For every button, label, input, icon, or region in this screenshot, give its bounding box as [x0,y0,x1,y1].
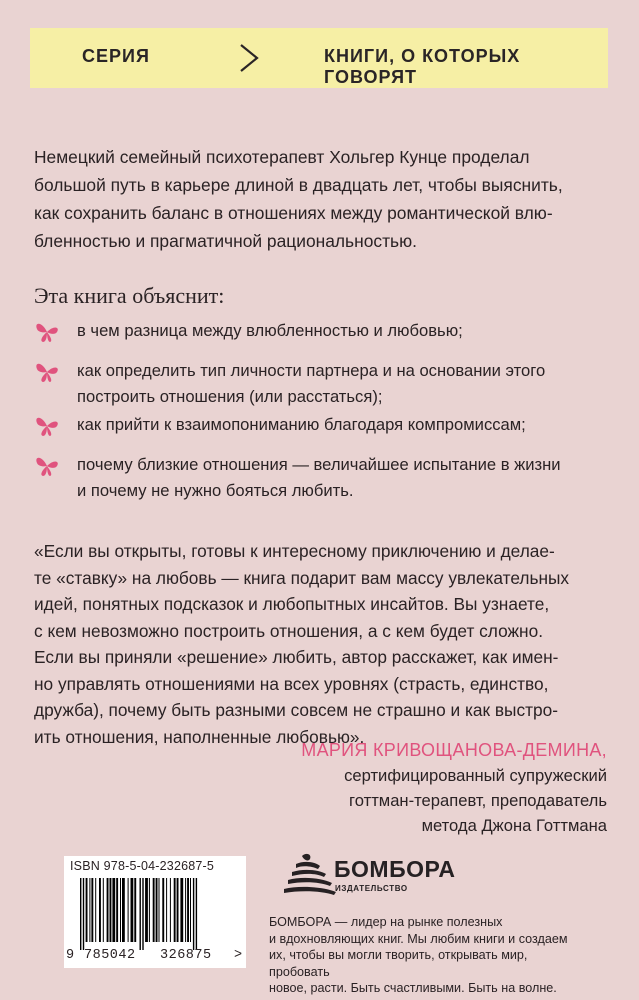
intro-line: большой путь в карьере длиной в двадцать лет, чтобы выяснить, [34,175,563,195]
barcode-digits-right: 326875 [160,948,212,963]
quote-line: идей, понятных подсказок и любопытных инсайтов. Вы узнаете, [34,594,550,614]
list-item-line: в чем разница между влюбленностью и любовью; [77,321,463,340]
quote-line: «Если вы открыты, готовы к интересному приключению и делае- [34,541,555,561]
quote-line: Если вы приняли «решение» любить, автор расскажет, как имен- [34,647,559,667]
list-item-line: и почему не нужно бояться любить. [77,481,354,500]
butterfly-icon [34,453,60,479]
series-label: СЕРИЯ [82,46,150,66]
bombora-logo-icon [282,852,338,896]
barcode-arrow: > [234,948,243,963]
barcode-digit-first: 9 [66,948,75,963]
quote-line: с кем невозможно построить отношения, а с кем будет сложно. [34,620,544,641]
series-title: КНИГИ, О КОТОРЫХ ГОВОРЯТ [324,46,521,87]
publisher-desc-line: БОМБОРА — лидер на рынке полезных [269,915,503,929]
intro-line: как сохранить баланс в отношениях между романтической влю- [34,203,553,223]
list-item-line: почему близкие отношения — величайшее испытание в жизни [77,455,561,474]
explain-heading: Эта книга объяснит: [34,283,225,308]
barcode-digits-left: 785042 [84,948,136,963]
quote-line: те «ставку» на любовь — книга подарит вам массу увлекательных [34,567,570,588]
list-item-line: как определить тип личности партнера и на основании этого [77,361,546,380]
publisher-desc-line: их, чтобы вы могли творить, открывать мир, пробовать [269,948,528,979]
publisher-subtitle: ИЗДАТЕЛЬСТВО [335,884,408,893]
isbn-number: ISBN 978-5-04-232687-5 [70,859,215,873]
publisher-description [269,914,587,997]
author-name: МАРИЯ КРИВОЩАНОВА-ДЕМИНА, [301,740,607,760]
review-quote [34,538,606,750]
quote-line: ить отношения, наполненные любовью». [34,726,365,747]
quote-line: дружба), почему быть разными совсем не страшно и как выстро- [34,700,558,720]
publisher-desc-line: и вдохновляющих книг. Мы любим книги и создаем [269,931,568,946]
quote-author [207,738,607,838]
butterfly-icon [34,359,60,385]
author-credential: сертифицированный супружеский [344,766,607,785]
intro-line: Немецкий семейный психотерапевт Хольгер Кунце проделал [34,147,530,167]
publisher-name: БОМБОРА [334,856,456,882]
isbn-barcode [64,856,246,968]
butterfly-icon [34,319,60,345]
publisher-desc-line: новое, расти. Быть счастливыми. Быть на волне. [269,981,557,995]
list-item-line: как прийти к взаимопониманию благодаря компромиссам; [77,415,526,434]
butterfly-icon [34,413,60,439]
barcode-bars [70,878,240,950]
list-item-line: построить отношения (или расстаться); [77,387,383,406]
series-banner [30,28,608,88]
chevron-right-icon [236,42,262,74]
quote-line: но управлять отношениями на всех уровнях (страсть, единство, [34,673,549,694]
intro-line: бленностью и прагматичной рациональностью. [34,231,417,251]
author-credential: готтман-терапевт, преподаватель [349,791,607,810]
author-credential: метода Джона Готтмана [421,816,607,835]
intro-paragraph [34,143,606,255]
